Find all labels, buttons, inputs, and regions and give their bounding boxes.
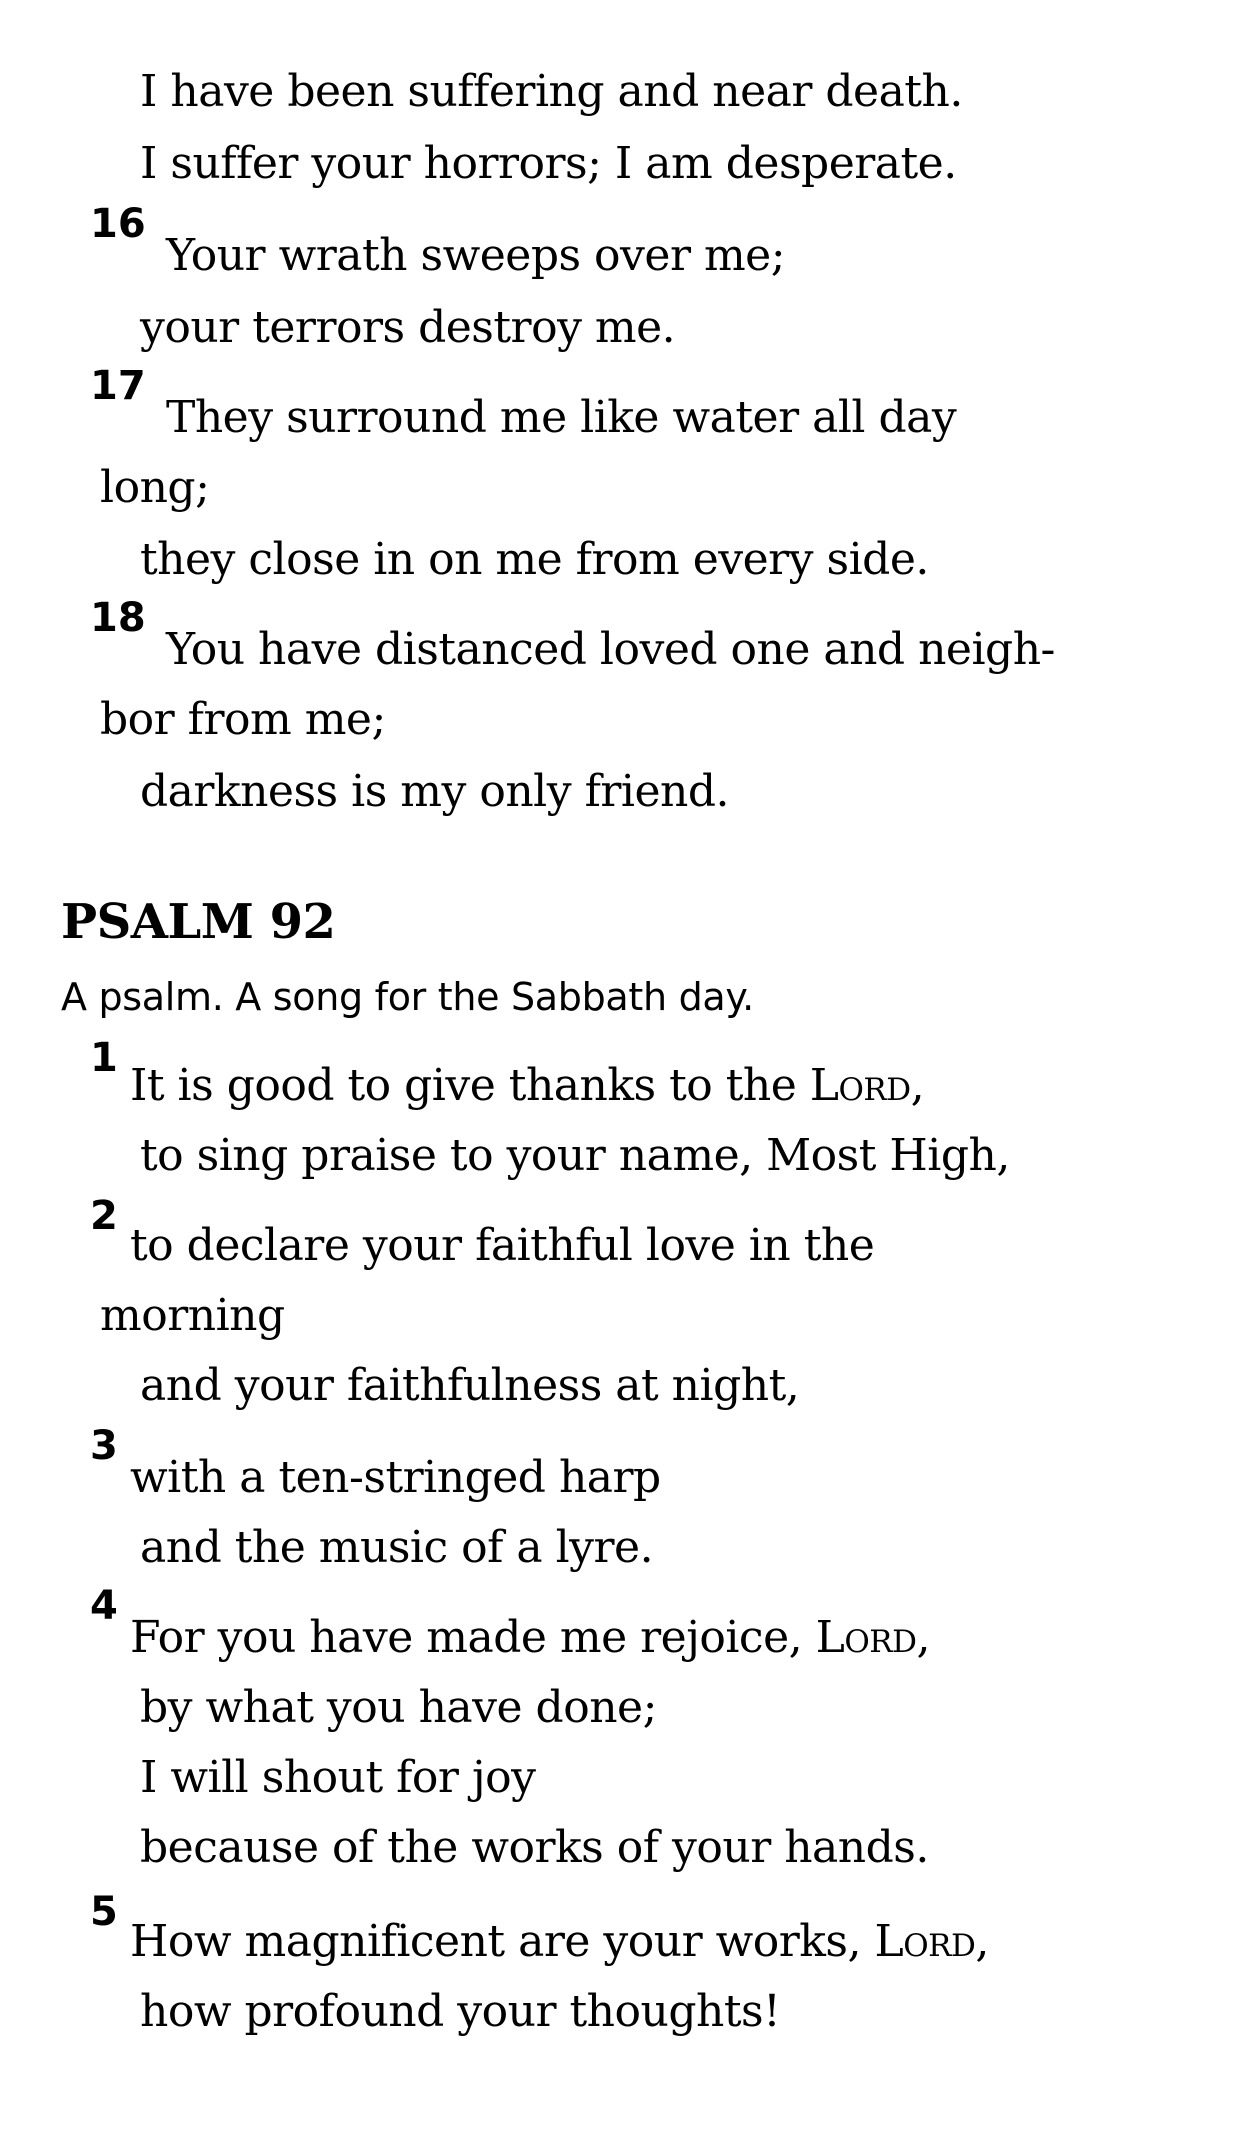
verse-line: and the music of a lyre.: [140, 1522, 654, 1573]
verse-line: to sing praise to your name, Most High,: [140, 1130, 1010, 1181]
verse-line: bor from me;: [100, 694, 386, 745]
verse-number: 1: [90, 1035, 118, 1081]
verse-line: long;: [100, 462, 210, 513]
verse-line: how profound your thoughts!: [140, 1986, 781, 2037]
verse-line: Your wrath sweeps over me;: [166, 230, 786, 281]
lord-small-caps: Lord: [809, 1060, 911, 1111]
verse-line: morning: [100, 1290, 285, 1341]
verse-line: You have distanced loved one and neigh-: [166, 624, 1055, 675]
verse-number: 16: [90, 201, 146, 247]
lord-small-caps: Lord: [815, 1612, 917, 1663]
verse-text: It is good to give thanks to the: [130, 1060, 810, 1111]
verse-line: with a ten-stringed harp: [130, 1452, 661, 1503]
verse-line: [130, 1060, 925, 1111]
verse-number: 3: [90, 1423, 118, 1469]
verse-line: and your faithfulness at night,: [140, 1360, 800, 1411]
verse-number: 2: [90, 1193, 118, 1239]
verse-line: I will shout for joy: [140, 1752, 536, 1803]
verse-punct: ,: [910, 1060, 925, 1111]
verse-line: darkness is my only friend.: [140, 766, 729, 817]
verse-line: [130, 1916, 989, 1967]
lord-small-caps: Lord: [874, 1916, 976, 1967]
verse-number: 17: [90, 363, 146, 409]
verse-text: How magnificent are your works,: [130, 1916, 875, 1967]
verse-line: They surround me like water all day: [166, 392, 957, 443]
verse-line: by what you have done;: [140, 1682, 657, 1733]
verse-line: to declare your faithful love in the: [130, 1220, 875, 1271]
verse-line: [130, 1612, 930, 1663]
verse-punct: ,: [975, 1916, 989, 1967]
psalm-superscription: A psalm. A song for the Sabbath day.: [61, 975, 754, 1019]
psalm-title: PSALM 92: [61, 894, 336, 950]
verse-punct: ,: [916, 1612, 930, 1663]
verse-line: because of the works of your hands.: [140, 1822, 929, 1873]
verse-text: For you have made me rejoice,: [130, 1612, 816, 1663]
verse-number: 4: [90, 1583, 118, 1629]
verse-line: they close in on me from every side.: [140, 534, 929, 585]
verse-number: 18: [90, 595, 146, 641]
verse-line: I have been suffering and near death.: [140, 66, 963, 117]
verse-number: 5: [90, 1889, 118, 1935]
verse-line: your terrors destroy me.: [140, 302, 676, 353]
verse-line: I suffer your horrors; I am desperate.: [140, 138, 957, 189]
